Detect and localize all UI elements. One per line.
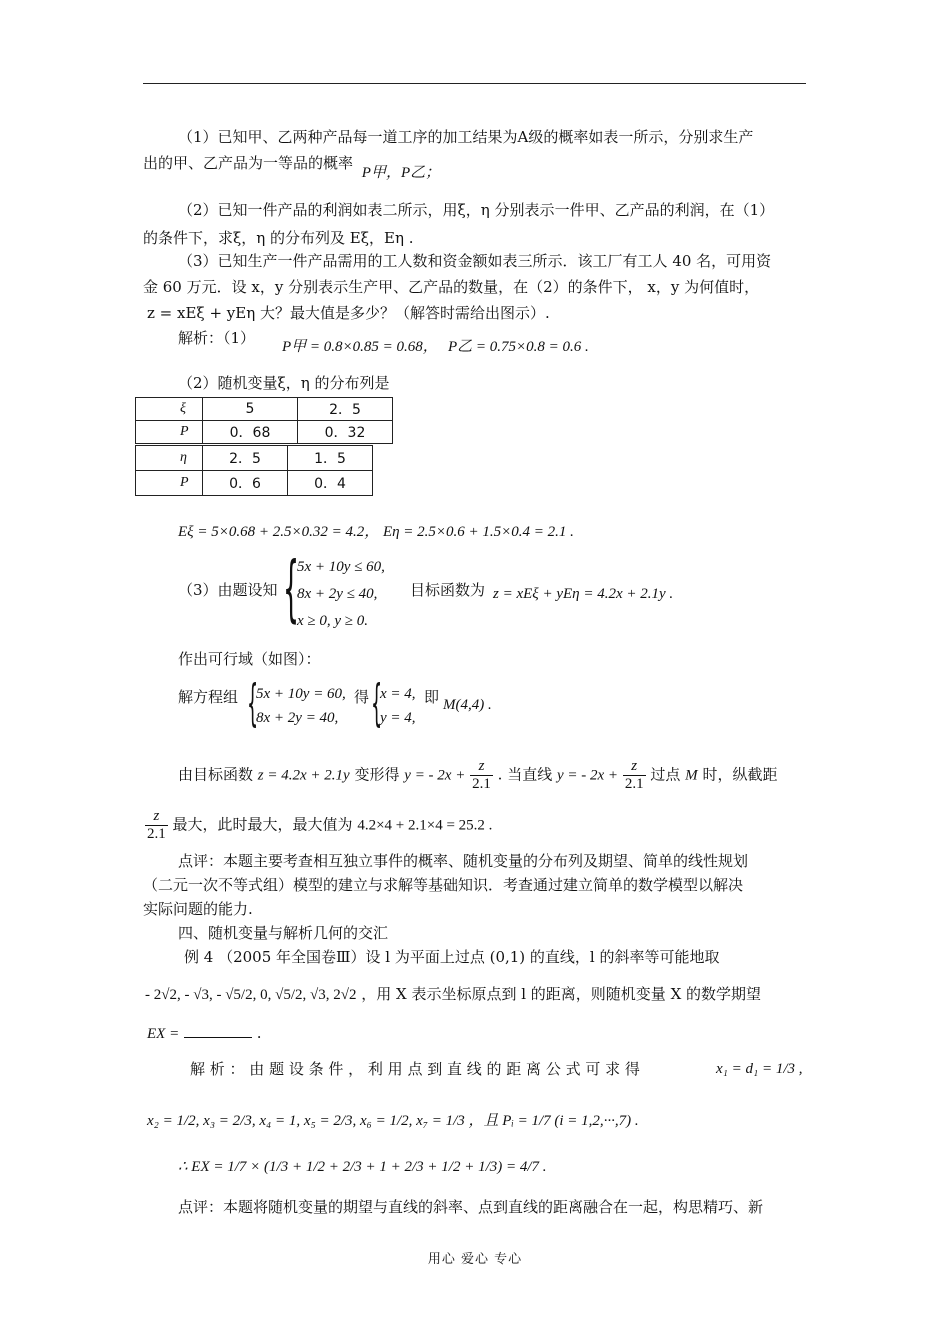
sol3-label: （3）由题设知 (178, 581, 278, 599)
sol1-expr1: P甲 = 0.8×0.85 = 0.68， (282, 339, 438, 355)
transform-line (178, 758, 777, 793)
frac-den: 2.1 (472, 776, 491, 792)
max-line (145, 808, 492, 843)
transform-p2: 变形得 (354, 765, 400, 784)
q3-line2: 金 60 万元．设 x，y 分别表示生产甲、乙产品的数量，在（2）的条件下， x，y 为何值时， (143, 278, 760, 296)
table-row (136, 471, 373, 496)
q2-line1: （2）已知一件产品的利润如表二所示，用ξ，η 分别表示一件甲、乙产品的利润，在（1） (178, 201, 775, 219)
fraction-z-over-2-1 (145, 808, 168, 843)
max-text: 最大，此时最大，最大值为 (172, 815, 353, 834)
fraction-z-over-2-1 (470, 758, 493, 793)
q3-line1: （3）已知生产一件产品需用的工人数和资金额如表三所示．该工厂有工人 40 名，可用资 (178, 252, 772, 270)
transform-p1: 由目标函数 (178, 765, 254, 784)
frac-den: 2.1 (147, 826, 166, 842)
solve-r2: y = 4, (380, 710, 416, 726)
q1-line1: （1）已知甲、乙两种产品每一道工序的加工结果为A级的概率如表一所示，分别求生产 (178, 128, 754, 146)
system-brace: { (283, 546, 300, 630)
page-footer: 用心 爱心 专心 (427, 1252, 523, 1267)
solve-r1: x = 4, (380, 686, 416, 702)
frac-den: 2.1 (624, 776, 644, 792)
expectation-line: Eξ = 5×0.68 + 2.5×0.32 = 4.2， Eη = 2.5×0.6 + 1.5×0.4 = 2.1 . (178, 524, 574, 540)
example4-line2-text: ，用 X 表示坐标原点到 l 的距离，则随机变量 X 的数学期望 (361, 985, 762, 1003)
section-4-heading: 四、随机变量与解析几何的交汇 (178, 924, 389, 942)
example4-line1: 例 4 （2005 年全国卷Ⅲ）设 l 为平面上过点 (0,1) 的直线，l 的斜率等可能地取 (184, 948, 720, 966)
header-rule (143, 83, 806, 84)
sys-eq3: x ≥ 0, y ≥ 0. (297, 613, 369, 629)
table-row (136, 398, 393, 421)
table-cell: 0．6 (203, 471, 288, 496)
feasible-region-note: 作出可行域（如图）： (178, 650, 321, 668)
fraction-z-over-2-1 (623, 758, 646, 793)
table-cell: P (136, 421, 203, 444)
sol4-xs: x₂ = 1/2, x₃ = 2/3, x₄ = 1, x₅ = 2/3, x₆ = 1/2, x₇ = 1/3 ，且 Pᵢ = 1/7 (i = 1,2,···,7) . (147, 1113, 639, 1129)
frac-num: z (145, 808, 168, 826)
ex-end: . (256, 1024, 262, 1042)
solve-eq2: 8x + 2y = 40, (256, 710, 339, 726)
solve-ie: 即 (424, 688, 440, 706)
transform-y2: y = - 2x + (556, 767, 619, 784)
table-cell: η (136, 446, 203, 471)
sys-eq1: 5x + 10y ≤ 60, (297, 559, 385, 575)
table-cell: P (136, 471, 203, 496)
frac-num: z (470, 758, 493, 776)
table-cell: 0．68 (203, 421, 298, 444)
table-cell: ξ (136, 398, 203, 421)
transform-p3: . 当直线 (497, 765, 553, 784)
sol4-line1: 解 析 ： 由 题 设 条 件 ， 利 用 点 到 直 线 的 距 离 公 式 可 求 得 (190, 1060, 640, 1078)
example4-line2 (145, 983, 761, 1006)
max-expr: 4.2×4 + 2.1×4 = 25.2 . (357, 817, 493, 834)
table-cell: 2．5 (203, 446, 288, 471)
sol4-x1: x₁ = d₁ = 1/3 , (716, 1061, 803, 1077)
q3-line3: z = xEξ + yEη 大？最大值是多少？（解答时需给出图示）. (147, 304, 550, 322)
transform-p5: 时，纵截距 (702, 765, 778, 784)
table-cell: 1．5 (288, 446, 373, 471)
comment1-line2: （二元一次不等式组）模型的建立与求解等基础知识．考查通过建立简单的数学模型以解决 (143, 876, 744, 894)
table-cell: 2．5 (298, 398, 393, 421)
q1-line2-text: 出的甲、乙产品为一等品的概率 (143, 154, 354, 172)
sol1-expr2: P乙 = 0.75×0.8 = 0.6 . (448, 339, 589, 355)
table-cell: 0．4 (288, 471, 373, 496)
q1-line2 (143, 152, 441, 181)
example4-line3 (147, 1022, 262, 1045)
solve-brace-right: { (371, 674, 383, 732)
q1-line2-math: P甲，P乙； (361, 165, 441, 181)
transform-M: M (685, 767, 698, 784)
solve-eq1: 5x + 10y = 60, (256, 686, 346, 702)
solve-label: 解方程组 (178, 688, 239, 706)
table-row (136, 421, 393, 444)
solve-brace-left: { (247, 674, 259, 732)
sol1-label: 解析：（1） (178, 329, 256, 347)
sol2-label: （2）随机变量ξ，η 的分布列是 (178, 374, 390, 392)
table-cell: 0．32 (298, 421, 393, 444)
frac-num: z (623, 758, 646, 776)
answer-blank (184, 1023, 252, 1038)
solve-get: 得 (354, 688, 370, 706)
transform-y1: y = - 2x + (404, 767, 466, 784)
q2-line2: 的条件下，求ξ，η 的分布列及 Eξ，Eη . (143, 229, 414, 247)
target-function: z = xEξ + yEη = 4.2x + 2.1y . (493, 586, 674, 602)
comment1-line3: 实际问题的能力. (143, 900, 253, 918)
table-row (136, 446, 373, 471)
transform-p4: 过点 (650, 765, 681, 784)
distribution-table-eta (135, 445, 373, 496)
transform-f: z = 4.2x + 2.1y (257, 767, 350, 784)
slope-values: - 2√2, - √3, - √5/2, 0, √5/2, √3, 2√2 (145, 987, 357, 1003)
comment1-line1: 点评：本题主要考查相互独立事件的概率、随机变量的分布列及期望、简单的线性规划 (178, 852, 749, 870)
comment2: 点评：本题将随机变量的期望与直线的斜率、点到直线的距离融合在一起，构思精巧、新 (178, 1198, 764, 1216)
sys-eq2: 8x + 2y ≤ 40, (297, 586, 378, 602)
distribution-table-xi (135, 397, 393, 444)
ex-label: EX = (147, 1026, 180, 1042)
sol4-ex: ∴ EX = 1/7 × (1/3 + 1/2 + 2/3 + 1 + 2/3 + 1/2 + 1/3) = 4/7 . (178, 1159, 547, 1175)
table-cell: 5 (203, 398, 298, 421)
target-label: 目标函数为 (410, 581, 486, 599)
point-M: M(4,4) . (443, 697, 492, 713)
